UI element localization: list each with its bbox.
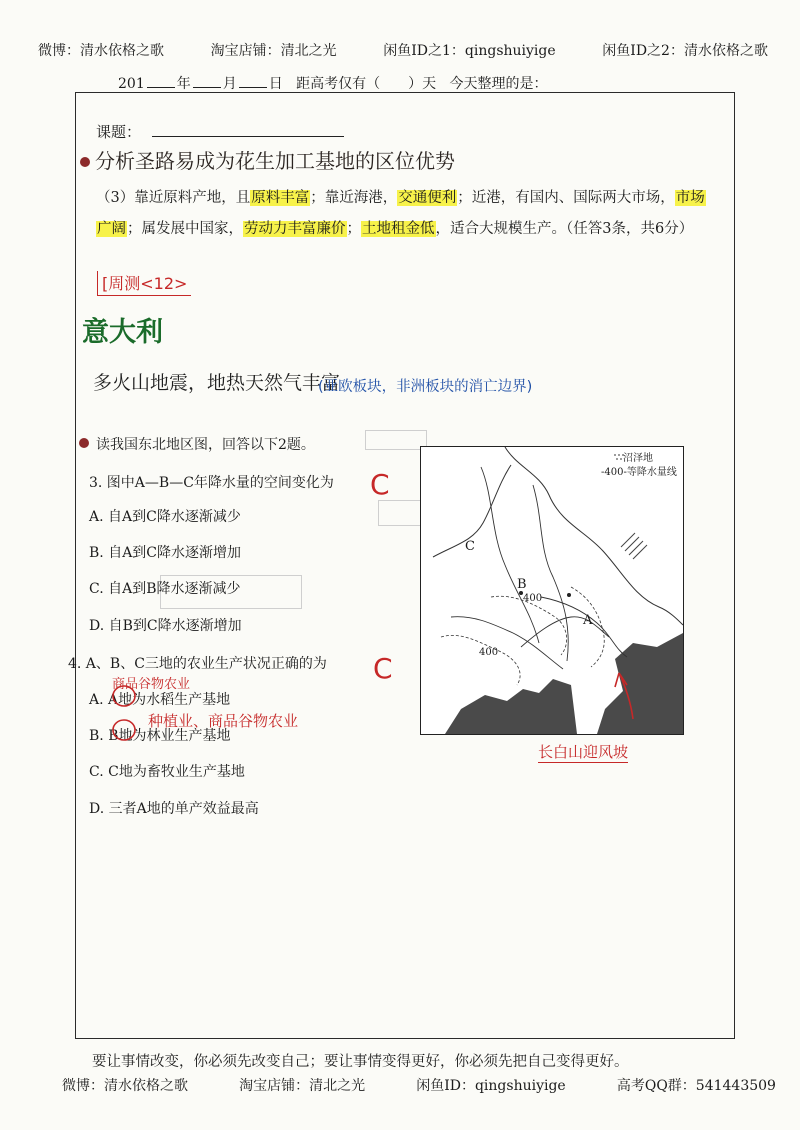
- map-isoline-label: 400: [523, 593, 543, 604]
- map-drawing: [421, 447, 683, 734]
- answer-text: ，适合大规模生产。（任答3条，共6分）: [435, 221, 694, 237]
- bleed-box: [378, 500, 426, 526]
- header-xianyu-2: 闲鱼ID之2：清水依格之歌: [602, 43, 768, 59]
- handwritten-plates-note: (亚欧板块，非洲板块的消亡边界): [318, 379, 533, 395]
- question-3-option-a: A. 自A到C降水逐渐减少: [89, 509, 241, 525]
- map-isoline-label: 400: [479, 647, 499, 658]
- footer-weibo: 微博：清水依格之歌: [62, 1078, 188, 1094]
- footer-qq: 高考QQ群：541443509: [616, 1078, 776, 1094]
- question-4-option-a: A. A地为水稻生产基地: [89, 692, 231, 708]
- handwritten-volcano-note: 多火山地震，地热天然气丰富: [93, 372, 341, 394]
- bleed-box: [365, 430, 427, 450]
- question-4-stem: 4. A、B、C三地的农业生产状况正确的为: [68, 656, 327, 672]
- header-weibo: 微博：清水依格之歌: [38, 43, 164, 59]
- highlight-labor: 劳动力丰富廉价: [244, 221, 346, 237]
- question-4-answer-mark: C: [373, 652, 393, 685]
- question-3-answer-mark: C: [370, 468, 390, 501]
- question-3-stem: 3. 图中A—B—C年降水量的空间变化为: [89, 475, 334, 491]
- answer-text: （3）靠近原料产地，且: [96, 190, 251, 206]
- bullet-dot: [79, 438, 89, 448]
- answer-text: ；: [346, 221, 361, 237]
- question-3-option-b: B. 自A到C降水逐渐增加: [89, 545, 242, 561]
- highlight-raw-material: 原料丰富: [251, 190, 310, 206]
- header-xianyu-1: 闲鱼ID之1：qingshuiyige: [383, 43, 556, 59]
- answer-text: ；靠近海港，: [310, 190, 398, 206]
- date-line: [118, 73, 547, 93]
- question-4-option-c: C. C地为畜牧业生产基地: [89, 764, 245, 780]
- topic-underline: [152, 136, 344, 137]
- map-label-a: A: [583, 613, 593, 628]
- note-option-a: 商品谷物农业: [112, 677, 191, 692]
- answer-paragraph: [96, 183, 726, 245]
- map-label-c: C: [465, 539, 475, 554]
- bullet-dot: [80, 157, 90, 167]
- header-taobao: 淘宝店铺：清北之光: [210, 43, 337, 59]
- question-3-option-c: C. 自A到B降水逐渐减少: [89, 581, 241, 597]
- question-3-option-d: D. 自B到C降水逐渐增加: [89, 618, 242, 634]
- handwritten-heading: 分析圣路易成为花生加工基地的区位优势: [95, 149, 455, 173]
- footer-taobao: 淘宝店铺：清北之光: [239, 1078, 366, 1094]
- highlight-market-b: 广阔: [97, 221, 126, 237]
- page-footer: [62, 1075, 776, 1095]
- questions-intro: 读我国东北地区图，回答以下2题。: [96, 437, 315, 453]
- note-windward-slope: 长白山迎风坡: [538, 743, 629, 761]
- date-today: 今天整理的是：: [449, 76, 548, 92]
- legend-marsh: 沼泽地: [623, 453, 653, 464]
- northeast-china-map: [420, 446, 684, 735]
- handwritten-italy: 意大利: [82, 317, 163, 348]
- date-year: 201: [118, 76, 145, 92]
- highlight-land-rent: 土地租金低: [362, 221, 435, 237]
- map-label-b: B: [517, 577, 527, 592]
- note-option-b: 种植业、商品谷物农业: [148, 712, 299, 730]
- answer-text: ；属发展中国家，: [127, 221, 243, 237]
- date-day-unit: 日: [268, 76, 283, 92]
- topic-label: 课题：: [96, 123, 142, 141]
- question-4-option-b: B. B地为林业生产基地: [89, 728, 231, 744]
- highlight-transport: 交通便利: [398, 190, 457, 206]
- date-month-unit: 月: [222, 76, 237, 92]
- answer-text: ；近港，有国内、国际两大市场，: [457, 190, 675, 206]
- legend-isoline: -400-等降水量线: [601, 467, 677, 478]
- red-circle-marks: [108, 683, 148, 743]
- weekly-test-tag: [周测<12>: [97, 271, 191, 296]
- page-header: [38, 40, 768, 60]
- highlight-market-a: 市场: [675, 190, 705, 206]
- date-countdown: 距高考仅有（ ）天: [296, 76, 437, 92]
- footer-xianyu: 闲鱼ID：qingshuiyige: [416, 1078, 566, 1094]
- date-year-unit: 年: [176, 76, 191, 92]
- footer-quote: 要让事情改变，你必须先改变自己；要让事情变得更好，你必须先把自己变得更好。: [92, 1054, 629, 1070]
- question-4-option-d: D. 三者A地的单产效益最高: [89, 801, 259, 817]
